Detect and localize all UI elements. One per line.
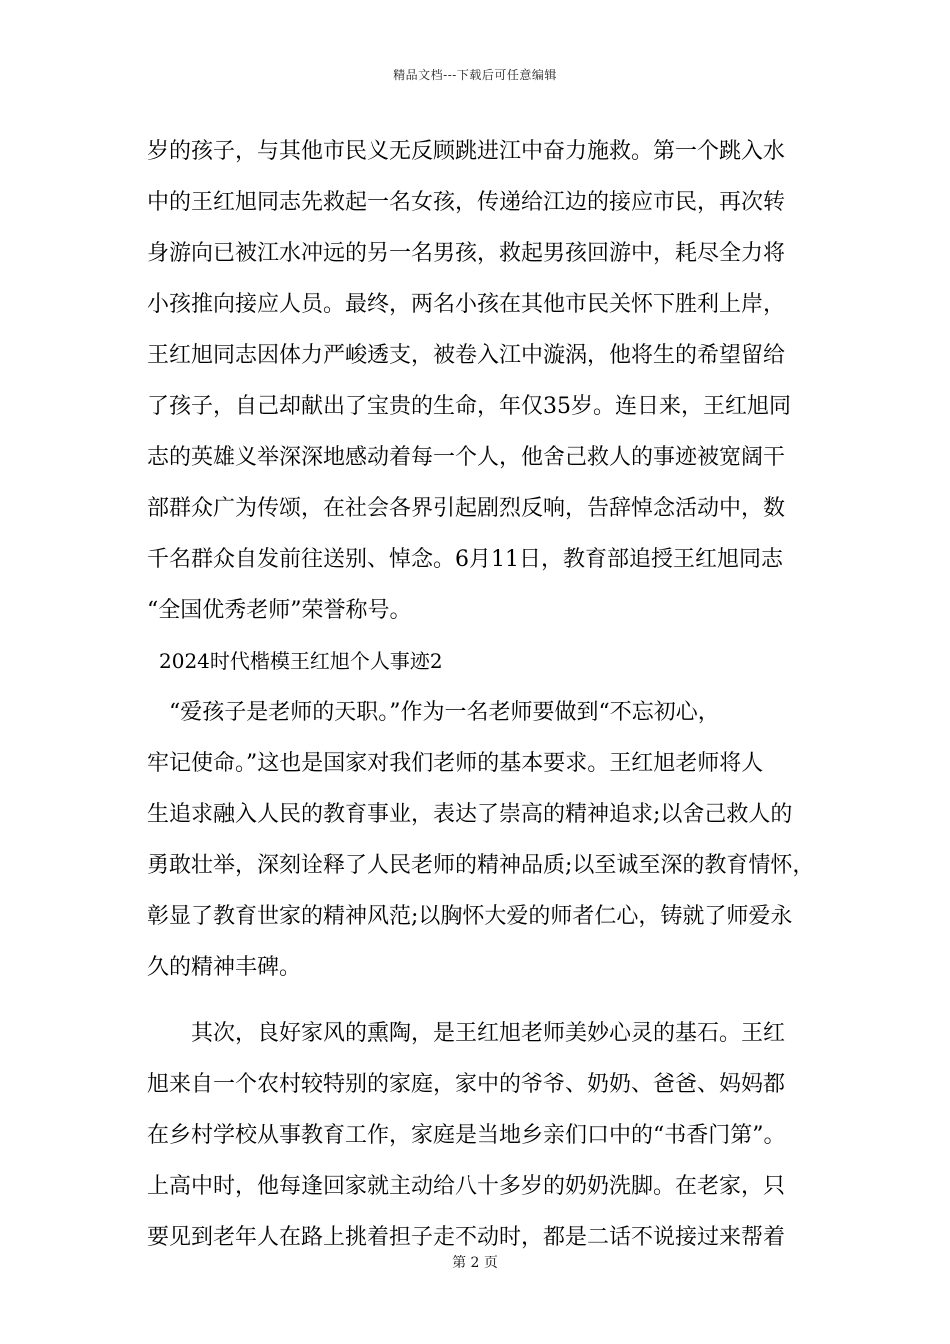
text-line: 上高中时，他每逢回家就主动给八十多岁的奶奶洗脚。在老家，只	[147, 1174, 786, 1199]
text-line: 勇敢壮举，深刻诠释了人民老师的精神品质;以至诚至深的教育情怀，	[147, 853, 815, 878]
text-line: 志的英雄义举深深地感动着每一个人，他舍己救人的事迹被宽阔干	[147, 445, 786, 470]
text-line: 部群众广为传颂，在社会各界引起剧烈反响，告辞悼念活动中，数	[147, 496, 786, 521]
paragraph-spacer	[147, 993, 827, 1008]
page-number: 第 2 页	[452, 1255, 498, 1271]
text-line: 要见到老年人在路上挑着担子走不动时，都是二话不说接过来帮着	[147, 1225, 786, 1250]
paragraph-2	[147, 687, 827, 993]
text-line: 了孩子，自己却献出了宝贵的生命，年仅35岁。连日来，王红旭同	[147, 394, 791, 419]
section-heading: 2024时代楷模王红旭个人事迹2	[159, 649, 443, 673]
text-line: 王红旭同志因体力严峻透支，被卷入江中漩涡，他将生的希望留给	[147, 343, 786, 368]
text-line: 小孩推向接应人员。最终，两名小孩在其他市民关怀下胜利上岸，	[147, 292, 786, 317]
paragraph-1	[147, 126, 827, 636]
text-line: 其次，良好家风的熏陶，是王红旭老师美妙心灵的基石。王红	[191, 1021, 786, 1046]
text-line: 千名群众自发前往送别、悼念。6月11日，教育部追授王红旭同志	[147, 547, 783, 572]
document-body	[147, 126, 827, 1263]
text-line: 岁的孩子，与其他市民义无反顾跳进江中奋力施救。第一个跳入水	[147, 139, 786, 164]
text-line: 中的王红旭同志先救起一名女孩，传递给江边的接应市民，再次转	[147, 190, 786, 215]
text-line: 久的精神丰碑。	[147, 955, 302, 980]
text-line: “全国优秀老师”荣誉称号。	[147, 598, 412, 623]
text-line: 旭来自一个农村较特别的家庭，家中的爷爷、奶奶、爸爸、妈妈都	[147, 1072, 786, 1097]
text-line: “爱孩子是老师的天职。”作为一名老师要做到“不忘初心，	[169, 700, 720, 725]
text-line: 彰显了教育世家的精神风范;以胸怀大爱的师者仁心，铸就了师爱永	[147, 904, 793, 929]
text-line: 牢记使命。”这也是国家对我们老师的基本要求。王红旭老师将人	[147, 751, 764, 776]
text-line: 身游向已被江水冲远的另一名男孩，救起男孩回游中，耗尽全力将	[147, 241, 786, 266]
page-header: 精品文档---下载后可任意编辑	[393, 68, 557, 82]
paragraph-3	[147, 1008, 827, 1263]
text-line: 在乡村学校从事教育工作，家庭是当地乡亲们口中的“书香门第”。	[147, 1123, 786, 1148]
text-line: 生追求融入人民的教育事业，表达了崇高的精神追求;以舍己救人的	[147, 802, 793, 827]
